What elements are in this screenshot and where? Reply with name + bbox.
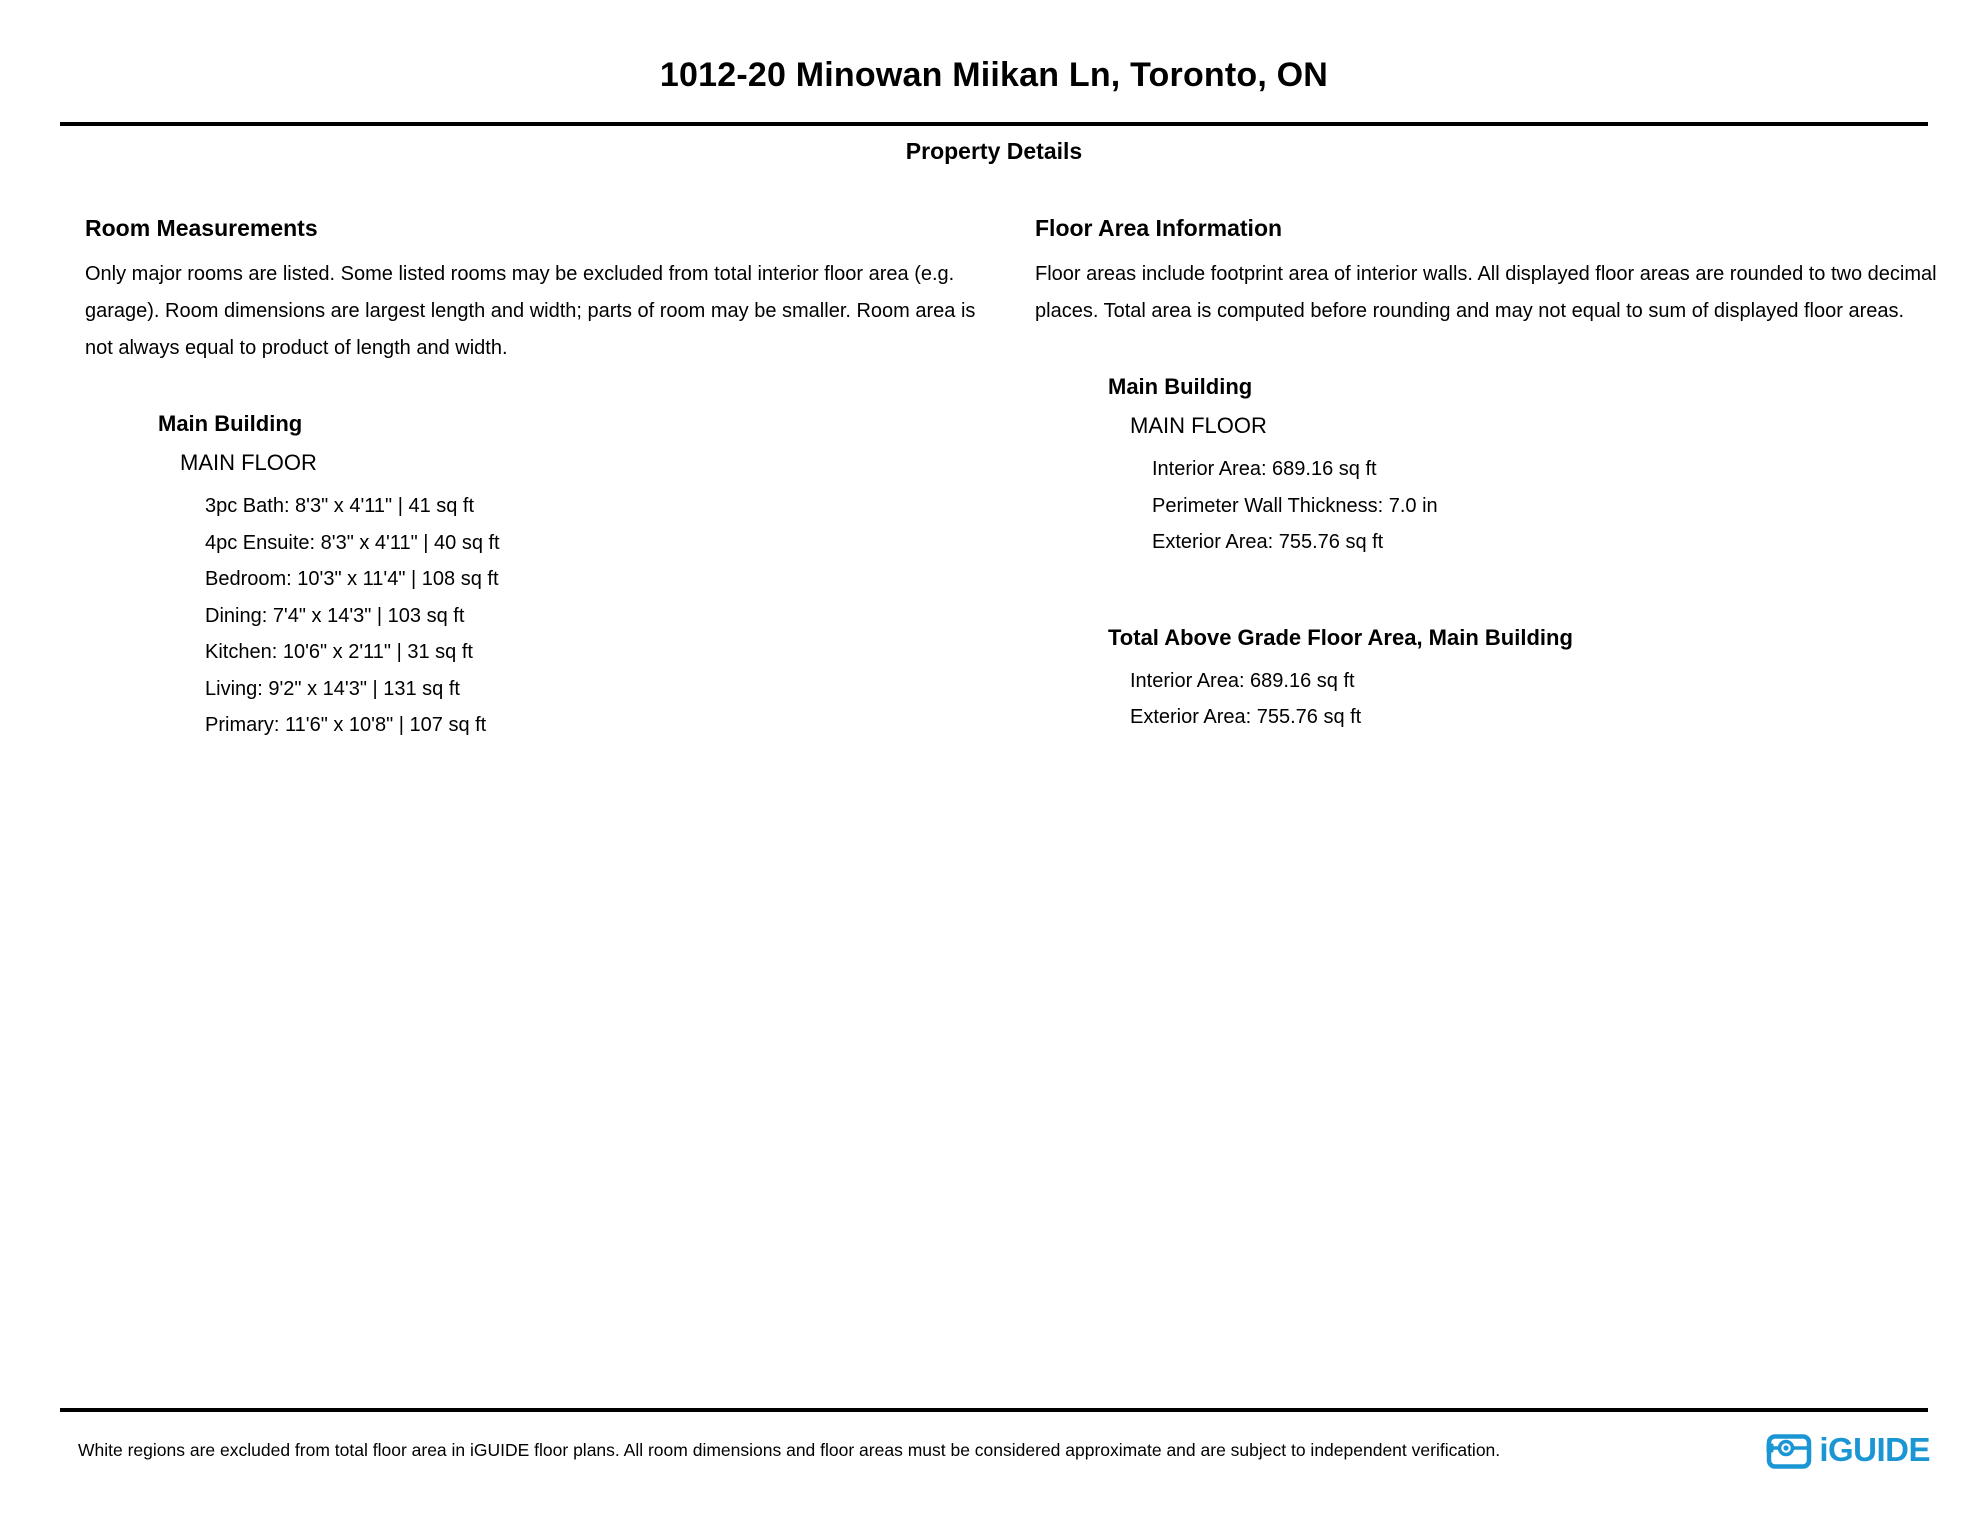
floor-area-item: Exterior Area: 755.76 sq ft bbox=[1152, 531, 1384, 553]
content-columns bbox=[0, 215, 1988, 744]
room-list-item: 4pc Ensuite: 8'3" x 4'11" | 40 sq ft bbox=[205, 531, 500, 554]
floor-area-information-section bbox=[1035, 215, 1960, 744]
floor-area-item: Perimeter Wall Thickness: 7.0 in bbox=[1152, 494, 1438, 517]
total-above-grade-block bbox=[1108, 625, 1960, 736]
iguide-camera-icon bbox=[1766, 1430, 1812, 1470]
building-name: Main Building bbox=[1108, 374, 1253, 399]
room-list bbox=[205, 488, 990, 744]
total-above-grade-heading: Total Above Grade Floor Area, Main Building bbox=[1108, 624, 1573, 650]
iguide-logo-text: iGUIDE bbox=[1819, 1431, 1930, 1468]
iguide-logo bbox=[1766, 1430, 1930, 1470]
total-area-list bbox=[1130, 663, 1960, 736]
floor-name: MAIN FLOOR bbox=[180, 450, 317, 475]
room-list-item: Dining: 7'4" x 14'3" | 103 sq ft bbox=[205, 604, 465, 627]
room-measurements-description: Only major rooms are listed. Some listed rooms may be excluded from total interior floor area (e.g. garage). Room dimensions are largest length and width; parts of room may be smaller. Room area is not always equal to product of length and width. bbox=[85, 263, 976, 359]
floor-area-item: Interior Area: 689.16 sq ft bbox=[1152, 458, 1377, 480]
total-area-item: Interior Area: 689.16 sq ft bbox=[1130, 669, 1355, 692]
building-name: Main Building bbox=[158, 411, 303, 436]
room-measurements-building bbox=[158, 411, 990, 744]
room-measurements-heading: Room Measurements bbox=[85, 215, 318, 241]
floor-area-building bbox=[1108, 374, 1960, 561]
total-area-item: Exterior Area: 755.76 sq ft bbox=[1130, 706, 1362, 728]
floor-name: MAIN FLOOR bbox=[1130, 413, 1267, 438]
room-measurements-section bbox=[85, 215, 990, 744]
room-list-item: Kitchen: 10'6" x 2'11" | 31 sq ft bbox=[205, 641, 473, 663]
room-list-item: Living: 9'2" x 14'3" | 131 sq ft bbox=[205, 677, 460, 700]
page-subtitle: Property Details bbox=[905, 138, 1083, 164]
page-title: 1012-20 Minowan Miikan Ln, Toronto, ON bbox=[659, 56, 1329, 94]
footer bbox=[78, 1418, 1930, 1482]
floor-area-list bbox=[1152, 451, 1960, 561]
floor-area-information-heading: Floor Area Information bbox=[1035, 215, 1283, 241]
room-list-item: Primary: 11'6" x 10'8" | 107 sq ft bbox=[205, 714, 487, 736]
floor-area-information-description: Floor areas include footprint area of interior walls. All displayed floor areas are rounded to two decimal places. Total area is computed before rounding and may not equal to sum of displayed floor areas. bbox=[1035, 263, 1937, 322]
header-divider bbox=[60, 122, 1928, 126]
room-list-item: Bedroom: 10'3" x 11'4" | 108 sq ft bbox=[205, 568, 499, 590]
room-list-item: 3pc Bath: 8'3" x 4'11" | 41 sq ft bbox=[205, 495, 475, 517]
footer-divider bbox=[60, 1408, 1928, 1412]
footer-disclaimer: White regions are excluded from total floor area in iGUIDE floor plans. All room dimensions and floor areas must be considered approximate and are subject to independent verification. bbox=[78, 1439, 1501, 1460]
